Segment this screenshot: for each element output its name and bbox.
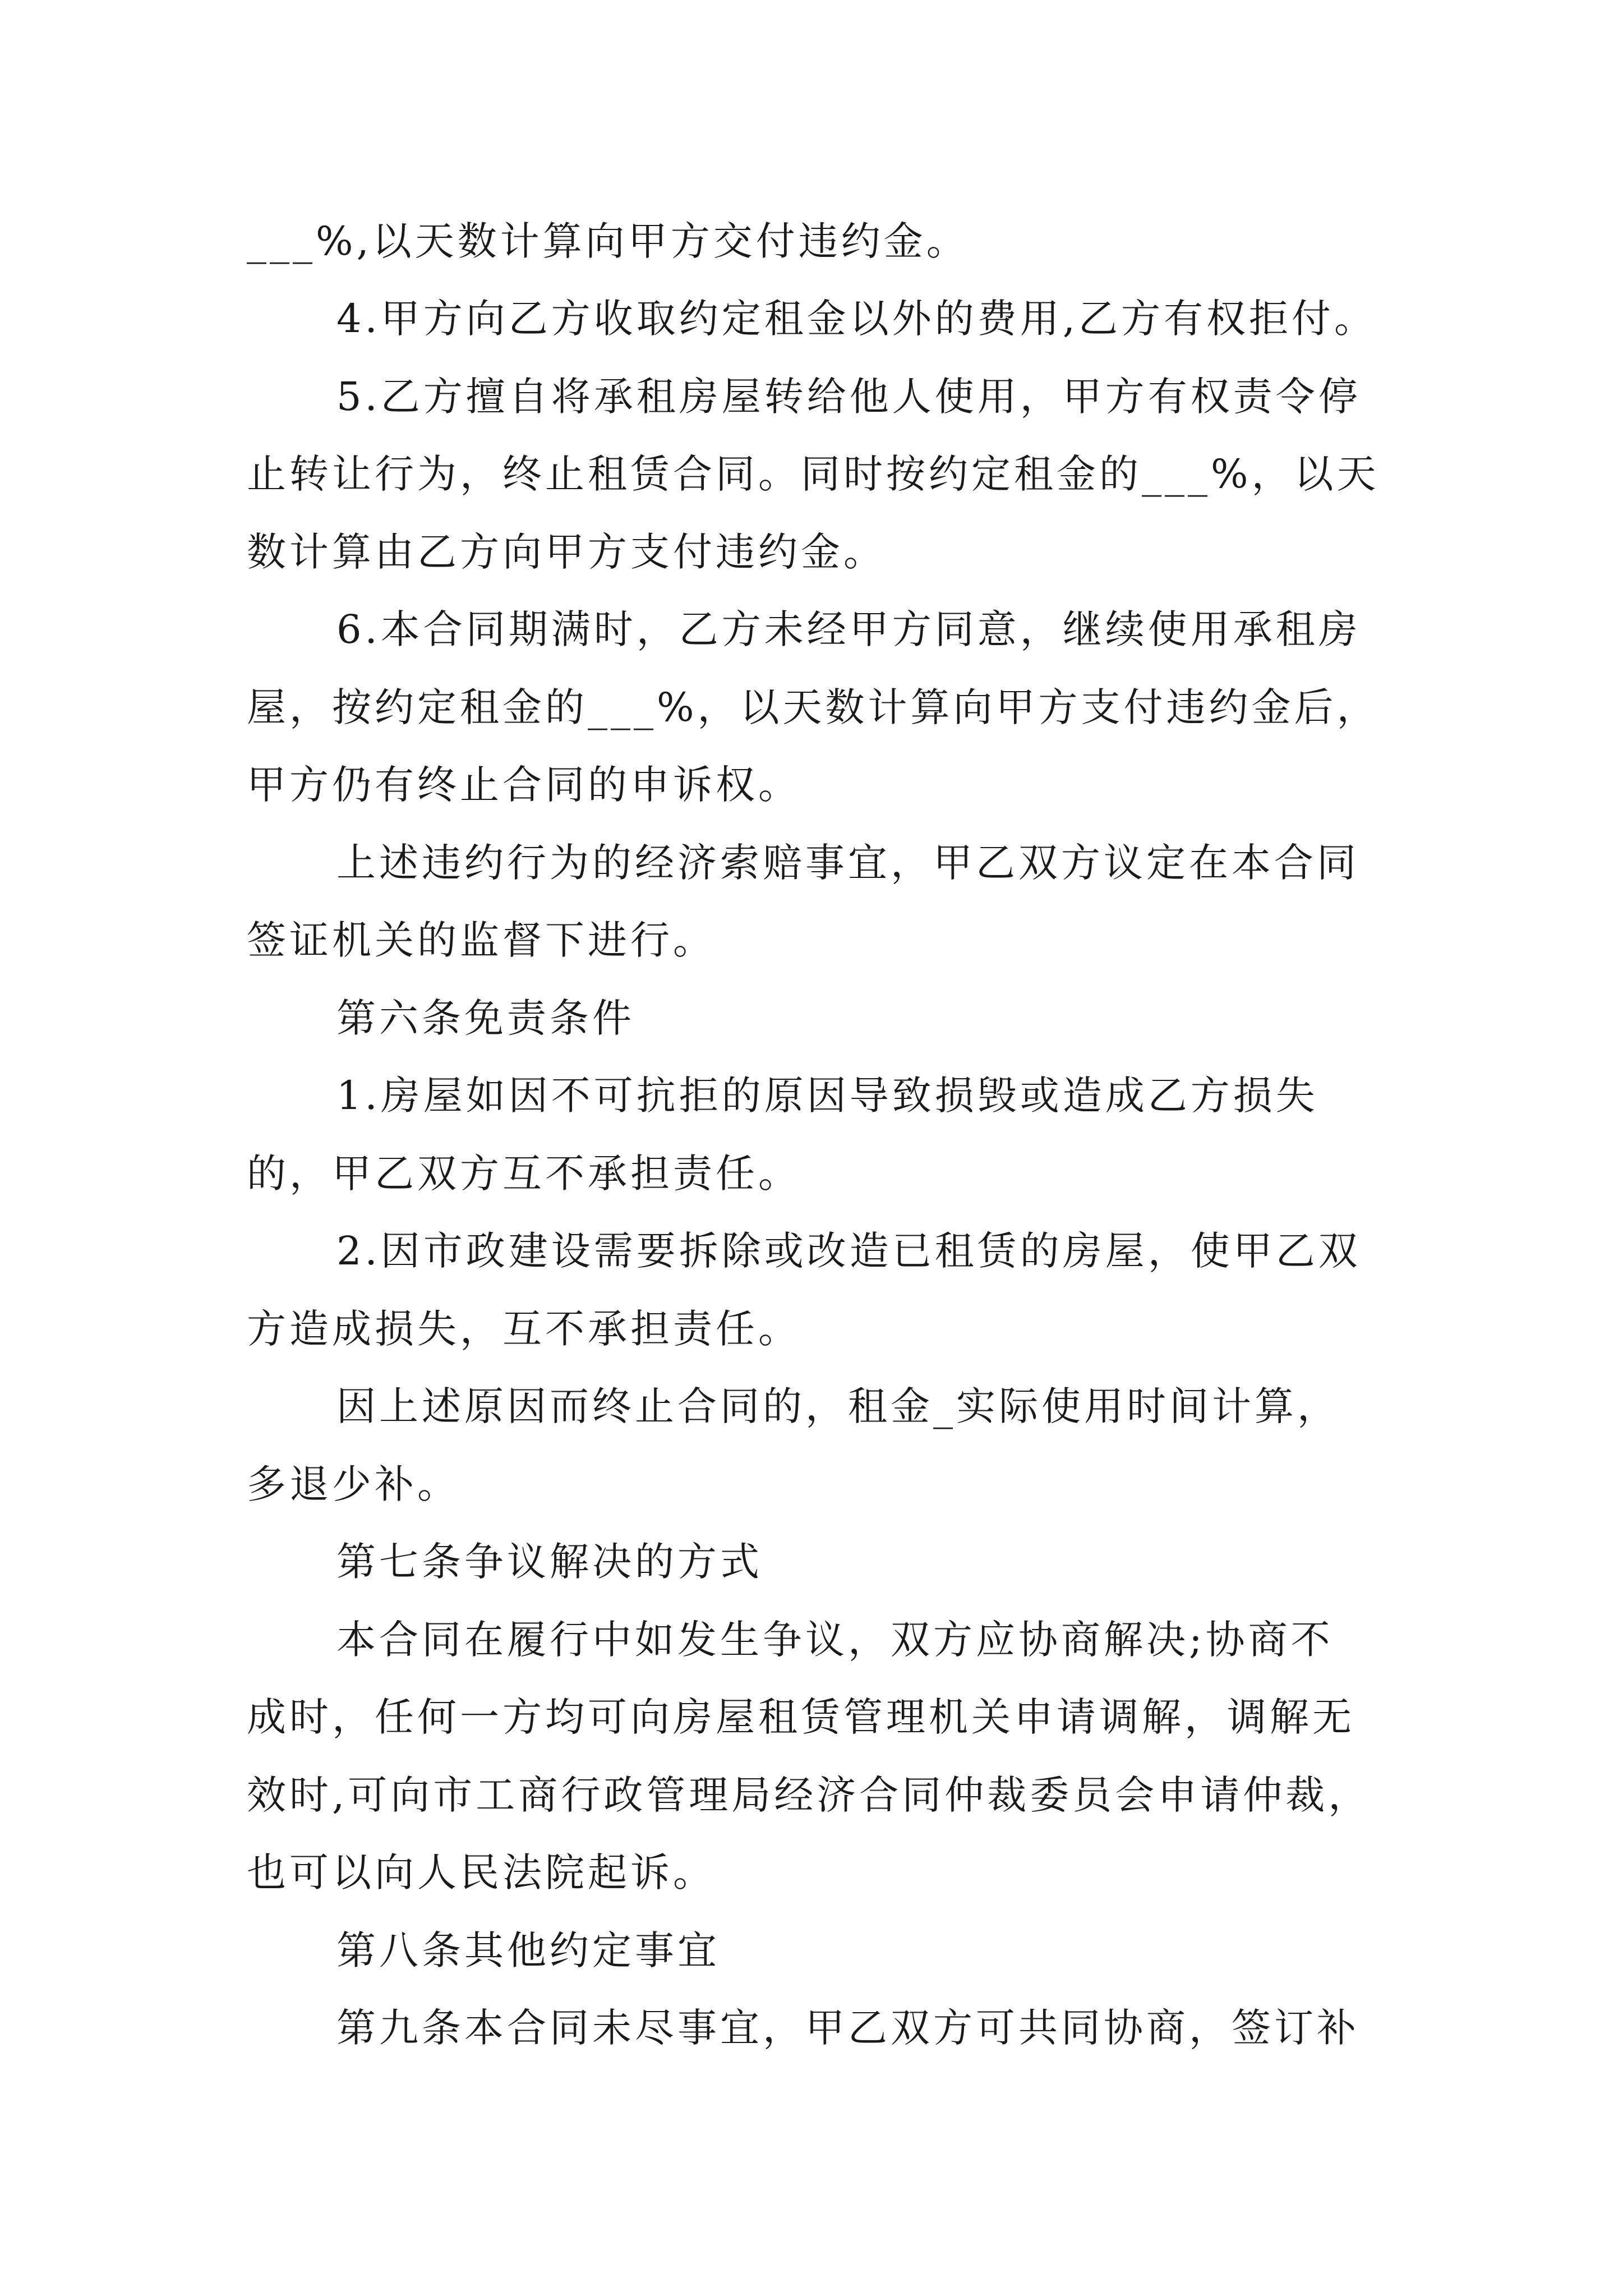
text-line: 甲方仍有终止合同的申诉权。	[247, 762, 801, 808]
text-line: 本合同在履行中如发生争议，双方应协商解决;协商不	[336, 1617, 1334, 1663]
text-line: 5.乙方擅自将承租房屋转给他人使用，甲方有权责令停	[336, 374, 1361, 420]
section-heading: 第八条其他约定事宜	[336, 1927, 720, 1973]
text-line: 方造成损失，互不承担责任。	[247, 1306, 801, 1352]
text-line: 上述违约行为的经济索赔事宜，甲乙双方议定在本合同	[336, 840, 1359, 886]
text-line: 效时,可向市工商行政管理局经济合同仲裁委员会申请仲裁，	[247, 1772, 1371, 1818]
text-line: 1.房屋如因不可抗拒的原因导致损毁或造成乙方损失	[336, 1073, 1318, 1119]
text-line: 6.本合同期满时，乙方未经甲方同意，继续使用承租房	[336, 606, 1361, 652]
text-line: 多退少补。	[247, 1461, 460, 1507]
text-line: 2.因市政建设需要拆除或改造已租赁的房屋，使甲乙双	[336, 1228, 1361, 1274]
text-line: 因上述原因而终止合同的，租金_实际使用时间计算，	[336, 1383, 1340, 1429]
text-line: 数计算由乙方向甲方支付违约金。	[247, 529, 886, 575]
text-line: 成时，任何一方均可向房屋租赁管理机关申请调解，调解无	[247, 1694, 1355, 1740]
text-line: ___%,以天数计算向甲方交付违约金。	[247, 218, 969, 264]
text-line: 止转让行为，终止租赁合同。同时按约定租金的___%，以天	[247, 451, 1380, 497]
text-line: 屋，按约定租金的___%，以天数计算向甲方支付违约金后，	[247, 684, 1380, 730]
text-line: 第九条本合同未尽事宜，甲乙双方可共同协商，签订补	[336, 2005, 1359, 2051]
text-line: 的，甲乙双方互不承担责任。	[247, 1151, 801, 1197]
text-line: 签证机关的监督下进行。	[247, 917, 716, 963]
text-line: 4.甲方向乙方收取约定租金以外的费用,乙方有权拒付。	[336, 296, 1377, 342]
section-heading: 第七条争议解决的方式	[336, 1539, 763, 1585]
text-line: 也可以向人民法院起诉。	[247, 1849, 716, 1895]
section-heading: 第六条免责条件	[336, 995, 635, 1041]
